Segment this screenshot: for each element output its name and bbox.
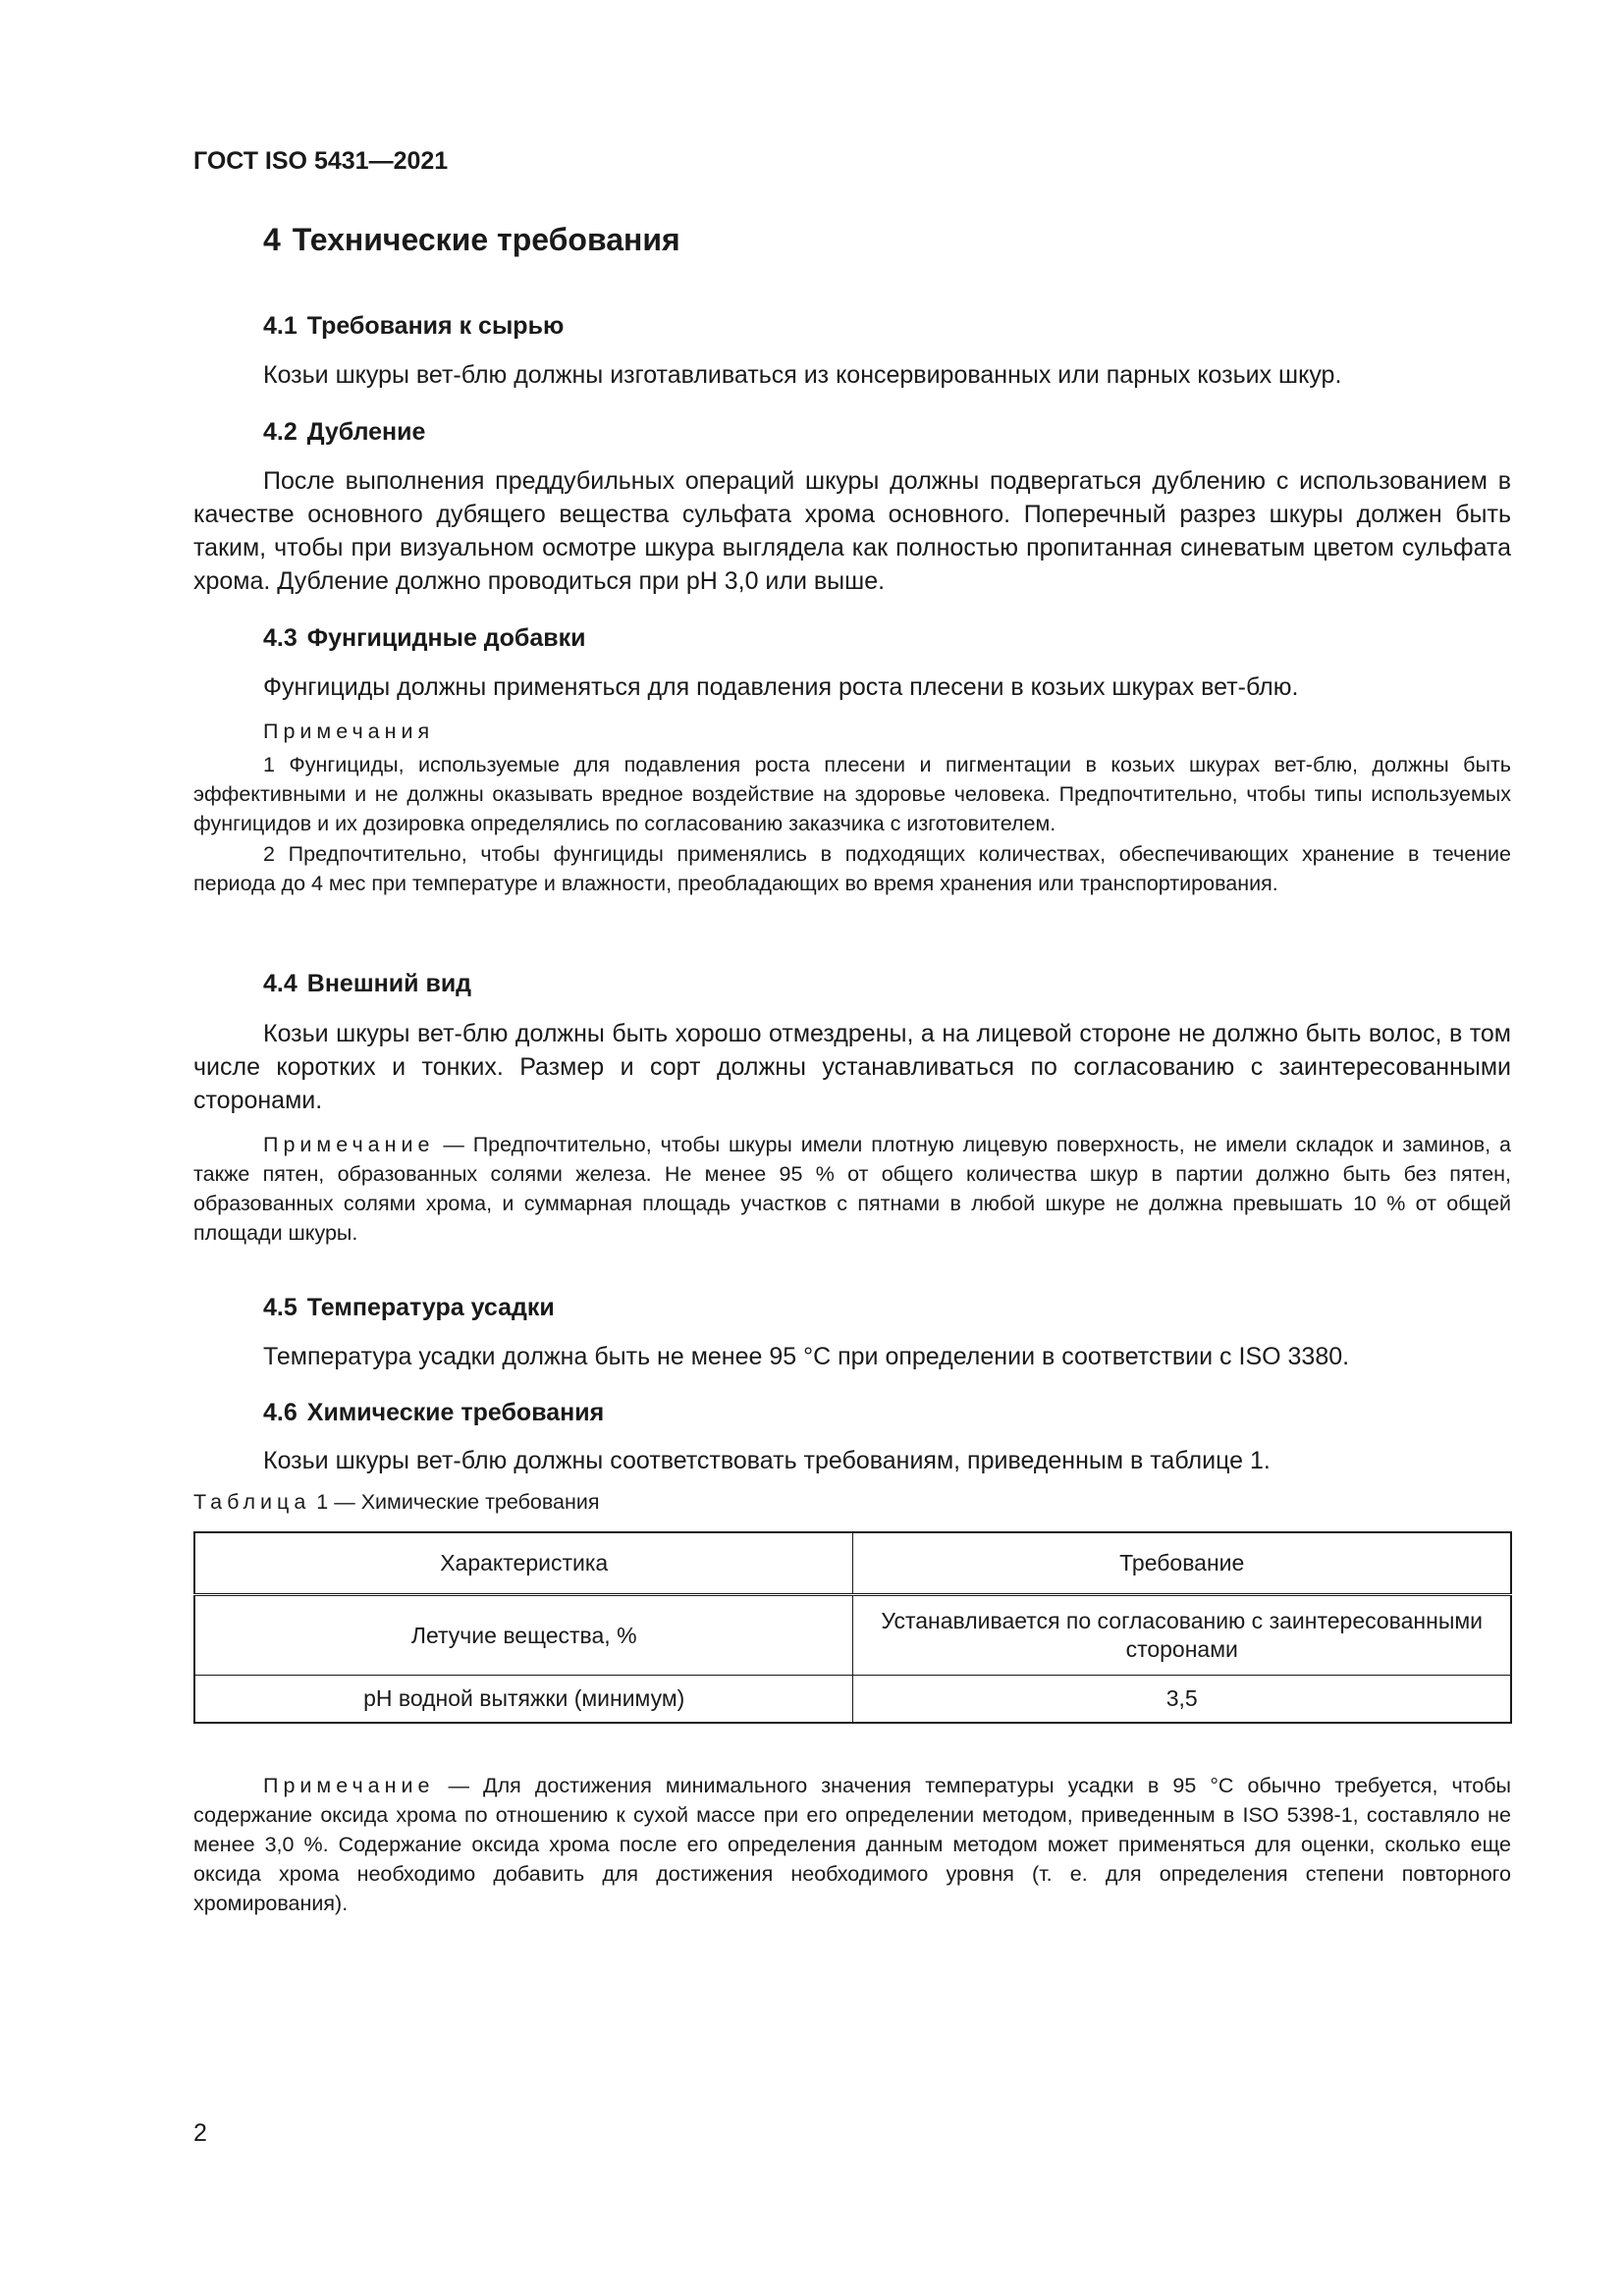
subsection-4-3-text: Фунгициды должны применяться для подавления роста плесени в козьих шкурах вет-блю. bbox=[263, 673, 1299, 701]
subsection-title: Дубление bbox=[306, 418, 426, 446]
table-cell: Летучие вещества, % bbox=[194, 1595, 853, 1676]
subsection-4-2-heading bbox=[263, 418, 425, 447]
subsection-number: 4.2 bbox=[263, 418, 298, 446]
table-row bbox=[194, 1676, 1511, 1724]
subsection-number: 4.5 bbox=[263, 1294, 298, 1321]
table-header-row bbox=[194, 1532, 1511, 1595]
subsection-4-5-heading bbox=[263, 1294, 555, 1322]
chemical-requirements-table bbox=[193, 1531, 1512, 1724]
subsection-title: Требования к сырью bbox=[306, 312, 565, 340]
subsection-4-6-heading bbox=[263, 1399, 604, 1427]
document-header: ГОСТ ISO 5431—2021 bbox=[193, 147, 449, 175]
table-note bbox=[193, 1771, 1511, 1918]
note-1: 1 Фунгициды, используемые для подавления роста плесени и пигментации в козьих шкурах вет-блю, должны быть эффективными и не должны оказывать вредное воздействие на здоровье человека. Предпочтительно, чтобы типы используемых фунгицидов и их дозировка определялись по согласованию заказчика с изготовителем. bbox=[193, 753, 1511, 835]
subsection-title: Внешний вид bbox=[306, 970, 472, 997]
table-cell: 3,5 bbox=[853, 1676, 1511, 1724]
section-number: 4 bbox=[263, 222, 281, 257]
notes-label: Примечания bbox=[263, 720, 435, 743]
note-text: — Предпочтительно, чтобы шкуры имели плотную лицевую поверхность, не имели складок и заминов, а также пятен, образованных солями железа. Не менее 95 % от общего количества шкур в партии должно быть без пятен, образованных солями хрома, и суммарная площадь участков с пятнами в любой шкуре не должна превышать 10 % от общей площади шкуры. bbox=[193, 1133, 1511, 1245]
subsection-number: 4.6 bbox=[263, 1399, 298, 1426]
subsection-title: Химические требования bbox=[306, 1399, 605, 1426]
note-label: Примечание bbox=[263, 1133, 435, 1156]
page-number: 2 bbox=[193, 2119, 207, 2147]
section-title: Технические требования bbox=[292, 222, 680, 257]
table-caption-word: Таблица bbox=[193, 1490, 311, 1514]
subsection-4-1-text: Козьи шкуры вет-блю должны изготавливаться из консервированных или парных козьих шкур. bbox=[263, 361, 1342, 389]
table-cell: Устанавливается по согласованию с заинтересованными сторонами bbox=[853, 1595, 1511, 1676]
subsection-4-1-heading bbox=[263, 312, 564, 341]
section-heading bbox=[263, 222, 680, 258]
subsection-title: Температура усадки bbox=[306, 1294, 555, 1321]
subsection-4-5-text: Температура усадки должна быть не менее 95 °С при определении в соответствии с ISO 3380. bbox=[263, 1343, 1350, 1370]
table-header-cell: Требование bbox=[853, 1532, 1511, 1595]
note-text: — Для достижения минимального значения температуры усадки в 95 °С обычно требуется, чтобы содержание оксида хрома по отношению к сухой массе при его определении методом, приведенным в ISO 5398-1, составляло не менее 3,0 %. Содержание оксида хрома после его определения данным методом может применяться для оценки, сколько еще оксида хрома необходимо добавить для достижения необходимого уровня (т. е. для определения степени повторного хромирования). bbox=[193, 1774, 1511, 1915]
subsection-4-4-text: Козьи шкуры вет-блю должны быть хорошо отмездрены, а на лицевой стороне не должно быть волос, в том числе коротких и тонких. Размер и сорт должны устанавливаться по согласованию с заинтересованными сторонами. bbox=[193, 1020, 1511, 1114]
table-header-cell: Характеристика bbox=[194, 1532, 853, 1595]
note-label: Примечание bbox=[263, 1774, 435, 1797]
subsection-4-4-heading bbox=[263, 970, 471, 998]
table-caption-text: 1 — Химические требования bbox=[310, 1490, 600, 1514]
subsection-4-2-text: После выполнения преддубильных операций шкуры должны подвергаться дублению с использованием в качестве основного дубящего вещества сульфата хрома основного. Поперечный разрез шкуры должен быть таким, чтобы при визуальном осмотре шкура выглядела как полностью пропитанная синеватым цветом сульфата хрома. Дубление должно проводиться при pH 3,0 или выше. bbox=[193, 467, 1511, 595]
subsection-4-6-text: Козьи шкуры вет-блю должны соответствовать требованиям, приведенным в таблице 1. bbox=[263, 1447, 1271, 1474]
subsection-number: 4.3 bbox=[263, 624, 298, 652]
subsection-4-3-heading bbox=[263, 624, 586, 653]
subsection-number: 4.1 bbox=[263, 312, 298, 340]
table-caption bbox=[193, 1490, 600, 1515]
table-cell: pH водной вытяжки (минимум) bbox=[194, 1676, 853, 1724]
subsection-number: 4.4 bbox=[263, 970, 298, 997]
table-row bbox=[194, 1595, 1511, 1676]
note-2: 2 Предпочтительно, чтобы фунгициды применялись в подходящих количествах, обеспечивающих хранение в течение периода до 4 мес при температуре и влажности, преобладающих во время хранения или транспортирования. bbox=[193, 842, 1511, 895]
subsection-4-4-note bbox=[193, 1130, 1511, 1248]
subsection-title: Фунгицидные добавки bbox=[306, 624, 586, 652]
